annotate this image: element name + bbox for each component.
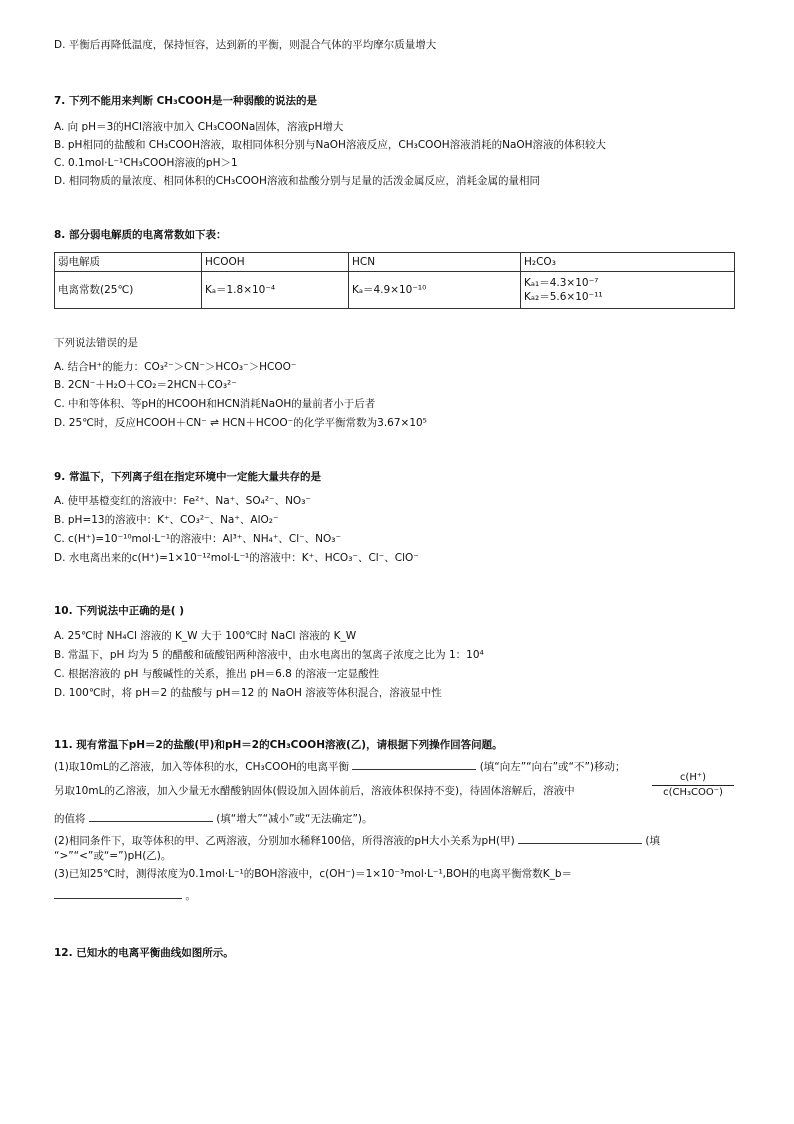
q11-part1-hint: (填“向左”“向右”或“不”)移动；	[479, 761, 626, 773]
q8-stem: 8. 部分弱电解质的电离常数如下表：	[54, 229, 227, 241]
q9-option-c: C. c(H⁺)=10⁻¹⁰mol·L⁻¹的溶液中：Al³⁺、NH₄⁺、Cl⁻、NO₃⁻	[54, 533, 342, 545]
q11-part1-continued: 另取10mL的乙溶液，加入少量无水醋酸钠固体(假设加入固体前后，溶液体积保持不变)，待固体溶解后，溶液中	[54, 785, 575, 797]
q10-option-c: C. 根据溶液的 pH 与酸碱性的关系，推出 pH＝6.8 的溶液一定显酸性	[54, 668, 380, 680]
q9-option-a: A. 使甲基橙变红的溶液中：Fe²⁺、Na⁺、SO₄²⁻、NO₃⁻	[54, 495, 311, 507]
q11-part2-text: (2)相同条件下，取等体积的甲、乙两溶液，分别加水稀释100倍，所得溶液的pH大小关系为pH(甲)	[54, 835, 515, 847]
q11-part1-text: (1)取10mL的乙溶液，加入等体积的水，CH₃COOH的电离平衡	[54, 761, 350, 773]
q7-option-a: A. 向 pH＝3的HCl溶液中加入 CH₃COONa固体，溶液pH增大	[54, 121, 344, 133]
table-header: HCOOH	[202, 253, 349, 272]
q8-option-b: B. 2CN⁻＋H₂O＋CO₂＝2HCN＋CO₃²⁻	[54, 379, 237, 391]
q11-answer-blank-3[interactable]	[518, 833, 642, 844]
q7-option-d: D. 相同物质的量浓度、相同体积的CH₃COOH溶液和盐酸分别与足量的活泼金属反应，消耗金属的量相同	[54, 175, 540, 187]
q12-stem: 12. 已知水的电离平衡曲线如图所示。	[54, 947, 234, 959]
q10-option-a: A. 25℃时 NH₄Cl 溶液的 K_W 大于 100℃时 NaCl 溶液的 K_W	[54, 630, 357, 642]
ionization-constant-table	[54, 252, 735, 309]
q8-option-c: C. 中和等体积、等pH的HCOOH和HCN消耗NaOH的量前者小于后者	[54, 398, 376, 410]
q9-stem: 9. 常温下，下列离子组在指定环境中一定能大量共存的是	[54, 471, 321, 483]
table-header: H₂CO₃	[521, 253, 735, 272]
ka2-value: Kₐ₂＝5.6×10⁻¹¹	[524, 291, 603, 303]
table-cell: Kₐ＝4.9×10⁻¹⁰	[349, 272, 521, 309]
q8-option-d: D. 25℃时，反应HCOOH＋CN⁻ ⇌ HCN＋HCOO⁻的化学平衡常数为3.67×10⁵	[54, 417, 427, 429]
table-row-label: 电离常数(25℃)	[55, 272, 202, 309]
q7-stem: 7. 下列不能用来判断 CH₃COOH是一种弱酸的说法的是	[54, 95, 318, 107]
fraction-numerator: c(H⁺)	[679, 772, 707, 783]
q11-part1-answer-line	[54, 811, 373, 825]
ka1-value: Kₐ₁＝4.3×10⁻⁷	[524, 276, 599, 289]
fraction-denominator: c(CH₃COO⁻)	[663, 787, 723, 798]
q11-part3-answer-line	[54, 888, 196, 902]
q8-option-a: A. 结合H⁺的能力：CO₃²⁻＞CN⁻＞HCO₃⁻＞HCOO⁻	[54, 361, 297, 373]
q11-part3-end: 。	[185, 890, 196, 902]
table-cell	[521, 272, 735, 309]
q10-option-d: D. 100℃时，将 pH＝2 的盐酸与 pH＝12 的 NaOH 溶液等体积混合，溶液显中性	[54, 687, 442, 699]
table-cell: Kₐ＝1.8×10⁻⁴	[202, 272, 349, 309]
table-header: 弱电解质	[55, 253, 202, 272]
q9-option-b: B. pH=13的溶液中：K⁺、CO₃²⁻、Na⁺、AlO₂⁻	[54, 514, 279, 526]
table-header: HCN	[349, 253, 521, 272]
q11-answer-blank-4[interactable]	[54, 888, 182, 899]
q9-option-d: D. 水电离出来的c(H⁺)=1×10⁻¹²mol·L⁻¹的溶液中：K⁺、HCO₃⁻、Cl⁻、ClO⁻	[54, 552, 419, 564]
q11-part3-text: (3)已知25℃时，测得浓度为0.1mol·L⁻¹的BOH溶液中，c(OH⁻)＝1×10⁻³mol·L⁻¹,BOH的电离平衡常数K_b＝	[54, 868, 572, 880]
q11-part1-value-text: 的值将	[54, 813, 86, 825]
q10-stem: 10. 下列说法中正确的是( )	[54, 605, 185, 617]
q11-answer-blank-1[interactable]	[352, 759, 476, 770]
q11-part1-value-hint: (填“增大”“减小”或“无法确定”)。	[216, 813, 373, 825]
q7-option-b: B. pH相同的盐酸和 CH₃COOH溶液，取相同体积分别与NaOH溶液反应，CH₃COOH溶液消耗的NaOH溶液的体积较大	[54, 139, 607, 151]
q8-sub-stem: 下列说法错误的是	[54, 337, 138, 349]
q11-part2-continued: “>”“<”或“=”)pH(乙)。	[54, 850, 172, 862]
q11-part2-line	[54, 833, 660, 847]
q6-option-d: D. 平衡后再降低温度，保持恒容，达到新的平衡，则混合气体的平均摩尔质量增大	[54, 39, 437, 51]
q11-part2-hint: (填	[645, 835, 661, 847]
q11-part1-line	[54, 759, 626, 773]
q11-stem: 11. 现有常温下pH＝2的盐酸(甲)和pH＝2的CH₃COOH溶液(乙)，请根据下列操作回答问题。	[54, 739, 503, 751]
concentration-ratio-fraction	[652, 773, 734, 798]
q10-option-b: B. 常温下，pH 均为 5 的醋酸和硫酸铝两种溶液中，由水电离出的氢离子浓度之比为 1：10⁴	[54, 649, 484, 661]
q11-answer-blank-2[interactable]	[89, 811, 213, 822]
q7-option-c: C. 0.1mol·L⁻¹CH₃COOH溶液的pH＞1	[54, 157, 238, 169]
